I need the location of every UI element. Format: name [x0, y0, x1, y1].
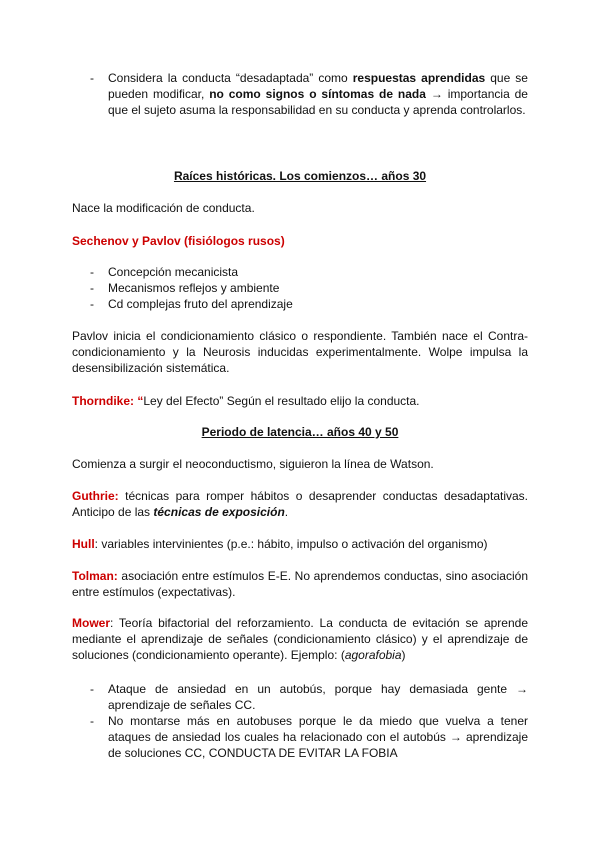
- list-item: - Mecanismos reflejos y ambiente: [72, 280, 528, 296]
- section-heading-1: Raíces históricas. Los comienzos… años 30: [173, 169, 427, 183]
- list-item: - Cd complejas fruto del aprendizaje: [72, 296, 528, 312]
- mower-list: [72, 681, 528, 761]
- author-name: Mower: [72, 616, 111, 630]
- list-item: - Considera la conducta “desadaptada” como respuestas aprendidas que se pueden modificar, no como signos o síntomas de nada → importancia de que el sujeto asuma la responsabilidad en su conducta y aprenda controlarlos.: [72, 70, 528, 118]
- emphasis-text: respuestas aprendidas: [352, 71, 486, 85]
- author-name: Hull: [72, 537, 95, 551]
- author-name: Tolman:: [72, 569, 118, 583]
- mower-paragraph: Mower: Teoría bifactorial del reforzamiento. La conducta de evitación se aprende mediante el aprendizaje de señales (condicionamiento clásico) y el aprendizaje de soluciones (condicionamiento operante). Ejemplo: (agorafobia): [72, 616, 528, 662]
- list-item: - Ataque de ansiedad en un autobús, porque hay demasiada gente → aprendizaje de señales CC.: [72, 681, 528, 713]
- hull-paragraph: Hull: variables intervinientes (p.e.: hábito, impulso o activación del organismo): [72, 537, 488, 551]
- tolman-paragraph: Tolman: asociación entre estímulos E-E. No aprendemos conductas, sino asociación entre estímulos (expectativas).: [72, 569, 528, 599]
- paragraph-neo: Comienza a surgir el neoconductismo, siguieron la línea de Watson.: [72, 457, 434, 471]
- sechenov-title: Sechenov y Pavlov (fisiólogos rusos): [72, 234, 285, 248]
- intro-bullet-block: [72, 70, 528, 118]
- paragraph-pavlov: Pavlov inicia el condicionamiento clásico o respondiente. También nace el Contra-condicionamiento y la Neurosis inducidas experimentalmente. Wolpe impulsa la desensibilización sistemática.: [72, 329, 528, 375]
- emphasis-text: no como signos o síntomas de nada: [209, 87, 426, 101]
- guthrie-paragraph: Guthrie: técnicas para romper hábitos o desaprender conductas desadaptativas. Anticipo de las técnicas de exposición.: [72, 489, 528, 519]
- author-name: Thorndike:: [72, 394, 134, 408]
- section-heading-2: Periodo de latencia… años 40 y 50: [201, 425, 399, 439]
- thorndike-paragraph: Thorndike: “Ley del Efecto” Según el resultado elijo la conducta.: [72, 394, 420, 408]
- author-name: Guthrie:: [72, 489, 119, 503]
- list-item: - Concepción mecanicista: [72, 264, 528, 280]
- sechenov-list: [72, 264, 528, 312]
- paragraph-nace: Nace la modificación de conducta.: [72, 201, 255, 215]
- list-item: - No montarse más en autobuses porque le da miedo que vuelva a tener ataques de ansiedad los cuales ha relacionado con el autobús → aprendizaje de soluciones CC, CONDUCTA DE EVITAR LA FOBIA: [72, 713, 528, 761]
